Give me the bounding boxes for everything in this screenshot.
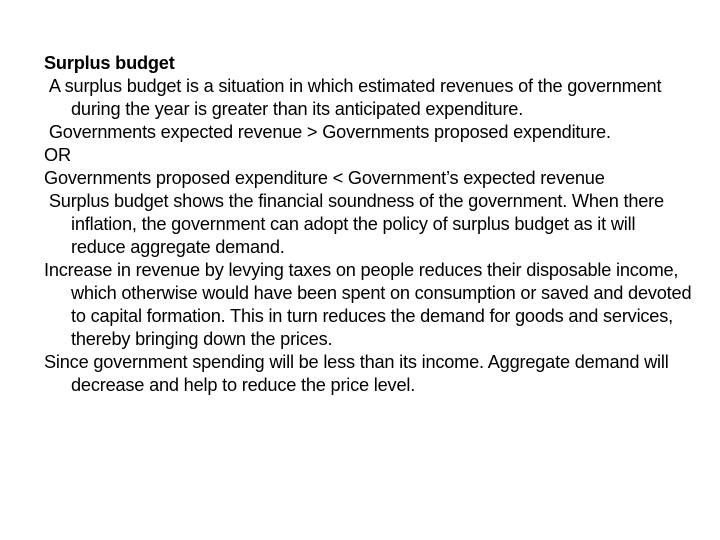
paragraph-or: OR [44, 145, 71, 165]
heading: Surplus budget [44, 53, 175, 73]
paragraph-expenditure-lt-revenue: Governments proposed expenditure < Government’s expected revenue [44, 168, 605, 188]
paragraph-financial-soundness: Surplus budget shows the financial soundness of the government. When there inflation, the government can adopt the policy of surplus budget as it will reduce aggregate demand. [44, 191, 669, 257]
paragraph-increase-in-revenue: Increase in revenue by levying taxes on people reduces their disposable income, which otherwise would have been spent on consumption or saved and devoted to capital formation. This in turn reduces the demand for goods and services, thereby bringing down the prices. [44, 260, 692, 349]
slide-content [44, 52, 694, 397]
paragraph-definition: A surplus budget is a situation in which estimated revenues of the government during the year is greater than its anticipated expenditure. [44, 76, 667, 119]
paragraph-revenue-gt-expenditure: Governments expected revenue > Governments proposed expenditure. [44, 122, 611, 142]
paragraph-government-spending: Since government spending will be less than its income. Aggregate demand will decrease and help to reduce the price level. [44, 352, 669, 395]
